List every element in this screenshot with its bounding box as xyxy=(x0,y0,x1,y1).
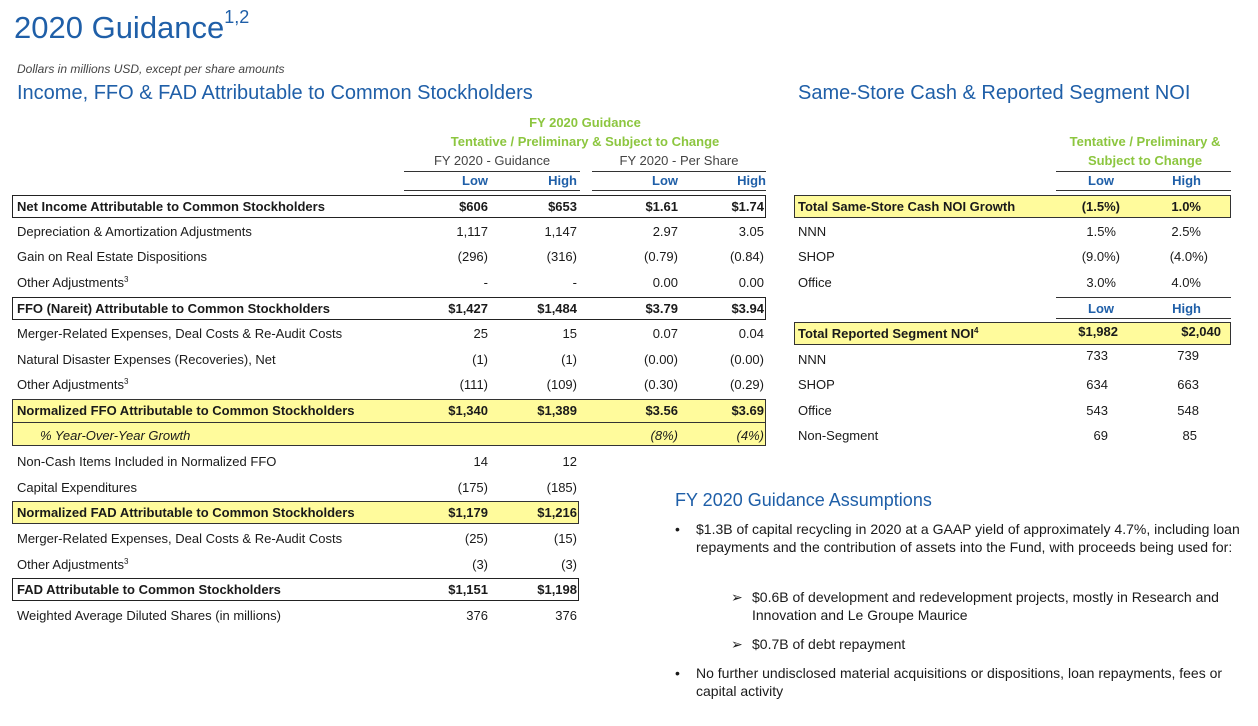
guidance-high: 12 xyxy=(562,454,577,469)
page-title-text: 2020 Guidance xyxy=(14,10,225,45)
income-header-per-share: FY 2020 - Per Share xyxy=(619,153,739,168)
row-label xyxy=(17,275,128,290)
per-share-high: (0.29) xyxy=(730,377,764,392)
guidance-low: $606 xyxy=(459,199,488,214)
noi-low: 69 xyxy=(1093,428,1108,443)
arrow-bullet-icon: ➢ xyxy=(731,636,743,652)
assumption-text: No further undisclosed material acquisitions or dispositions, loan repayments, fees or capital activity xyxy=(696,665,1223,699)
guidance-low: (175) xyxy=(457,480,488,495)
guidance-high: (185) xyxy=(546,480,577,495)
noi-high: (4.0%) xyxy=(1169,249,1208,264)
noi-low-header: Low xyxy=(1088,173,1114,188)
assumption-text: $0.6B of development and redevelopment projects, mostly in Research and Innovation and Le Groupe Maurice xyxy=(752,589,1219,623)
noi-header-tentative: Tentative / Preliminary & xyxy=(1069,134,1221,149)
guidance-high: $1,484 xyxy=(537,301,577,316)
income-header-rule xyxy=(404,171,580,172)
income-header-rule xyxy=(592,190,766,191)
normalized-ffo-divider xyxy=(12,422,766,423)
per-share-low: $1.61 xyxy=(645,199,678,214)
row-label-text: Other Adjustments xyxy=(17,557,124,572)
guidance-high: 1,147 xyxy=(544,224,577,239)
footnote-marker: 3 xyxy=(123,377,129,386)
per-share-high: 0.00 xyxy=(738,275,764,290)
row-label: Natural Disaster Expenses (Recoveries), Net xyxy=(17,352,276,367)
row-label: Capital Expenditures xyxy=(17,480,137,495)
noi-high: 663 xyxy=(1177,377,1199,392)
footnote-marker: 4 xyxy=(974,326,979,335)
guidance-high: $1,216 xyxy=(537,505,577,520)
guidance-low: - xyxy=(483,275,488,290)
row-label: Office xyxy=(798,403,832,418)
income-header-guidance: FY 2020 Guidance xyxy=(529,115,641,130)
guidance-high: (1) xyxy=(561,352,577,367)
per-share-high: $1.74 xyxy=(731,199,764,214)
per-share-low: (8%) xyxy=(650,428,678,443)
per-share-low-header: Low xyxy=(652,173,678,188)
page-subtitle: Dollars in millions USD, except per share amounts xyxy=(17,62,285,76)
per-share-high: (4%) xyxy=(736,428,764,443)
row-label: NNN xyxy=(798,224,827,239)
guidance-low: $1,427 xyxy=(448,301,488,316)
row-label: NNN xyxy=(798,352,827,367)
noi-subheader-rule xyxy=(1056,318,1231,319)
guidance-high: $1,198 xyxy=(537,582,577,597)
bullet-icon: • xyxy=(675,521,680,537)
assumption-bullet xyxy=(675,520,1241,556)
income-header-rule xyxy=(404,190,580,191)
assumption-sub-bullet xyxy=(731,588,1247,624)
income-high-header: High xyxy=(548,173,577,188)
guidance-low: 376 xyxy=(466,608,488,623)
row-label: Weighted Average Diluted Shares (in millions) xyxy=(17,608,281,623)
noi-low: 1.5% xyxy=(1086,224,1116,239)
noi-header-rule xyxy=(1056,171,1231,172)
row-label-text: Total Reported Segment NOI xyxy=(798,326,974,341)
noi-low: 634 xyxy=(1086,377,1108,392)
assumptions-title: FY 2020 Guidance Assumptions xyxy=(675,490,932,510)
per-share-low: 2.97 xyxy=(652,224,678,239)
per-share-high: $3.94 xyxy=(731,301,764,316)
noi-high-header-2: High xyxy=(1172,301,1201,316)
row-label: Non-Cash Items Included in Normalized FFO xyxy=(17,454,277,469)
row-label: Depreciation & Amortization Adjustments xyxy=(17,224,252,239)
footnote-marker: 3 xyxy=(123,557,129,566)
income-section-title: Income, FFO & FAD Attributable to Common Stockholders xyxy=(17,82,533,104)
noi-high: 2.5% xyxy=(1171,224,1201,239)
page-title-footnote: 1,2 xyxy=(224,6,250,27)
assumption-bullet xyxy=(675,664,1241,700)
guidance-high: $653 xyxy=(548,199,577,214)
noi-low: 543 xyxy=(1086,403,1108,418)
guidance-low: (296) xyxy=(457,249,488,264)
row-label-text: Other Adjustments xyxy=(17,275,124,290)
income-header-rule xyxy=(592,171,766,172)
noi-low: 3.0% xyxy=(1086,275,1116,290)
row-label: Office xyxy=(798,275,832,290)
row-label: SHOP xyxy=(798,249,835,264)
noi-low: (1.5%) xyxy=(1081,199,1120,214)
row-label: Total Same-Store Cash NOI Growth xyxy=(798,199,1016,214)
footnote-marker: 3 xyxy=(123,275,129,284)
row-label: Normalized FFO Attributable to Common Stockholders xyxy=(17,403,355,418)
per-share-high: 0.04 xyxy=(738,326,764,341)
per-share-low: 0.00 xyxy=(652,275,678,290)
guidance-low: $1,340 xyxy=(448,403,488,418)
row-label: Merger-Related Expenses, Deal Costs & Re-Audit Costs xyxy=(17,326,343,341)
assumption-sub-bullet xyxy=(731,635,1247,653)
guidance-high: (109) xyxy=(546,377,577,392)
guidance-high: (3) xyxy=(561,557,577,572)
guidance-low: 14 xyxy=(473,454,488,469)
noi-section-title: Same-Store Cash & Reported Segment NOI xyxy=(798,82,1191,104)
noi-high: 1.0% xyxy=(1171,199,1201,214)
row-label: Net Income Attributable to Common Stockholders xyxy=(17,199,325,214)
noi-high: 85 xyxy=(1182,428,1197,443)
row-label: Merger-Related Expenses, Deal Costs & Re-Audit Costs xyxy=(17,531,343,546)
guidance-high: $1,389 xyxy=(537,403,577,418)
guidance-high: 376 xyxy=(555,608,577,623)
noi-low-header-2: Low xyxy=(1088,301,1114,316)
noi-subheader-rule xyxy=(1056,297,1231,298)
noi-high-header: High xyxy=(1172,173,1201,188)
guidance-low: $1,151 xyxy=(448,582,488,597)
guidance-low: (111) xyxy=(459,377,488,392)
guidance-low: 1,117 xyxy=(456,224,488,239)
noi-low: $1,982 xyxy=(1078,324,1118,339)
row-label: FFO (Nareit) Attributable to Common Stockholders xyxy=(17,301,330,316)
per-share-low: (0.79) xyxy=(644,249,678,264)
guidance-low: $1,179 xyxy=(448,505,488,520)
assumption-text: $1.3B of capital recycling in 2020 at a GAAP yield of approximately 4.7%, including loan repayments and the contribution of assets into the Fund, with proceeds being used for: xyxy=(696,521,1240,555)
row-label-text: Other Adjustments xyxy=(17,377,124,392)
row-label: FAD Attributable to Common Stockholders xyxy=(17,582,281,597)
noi-low: (9.0%) xyxy=(1081,249,1120,264)
bullet-icon: • xyxy=(675,665,680,681)
per-share-low: 0.07 xyxy=(652,326,678,341)
noi-high: 548 xyxy=(1177,403,1199,418)
row-label: Non-Segment xyxy=(798,428,879,443)
per-share-low: (0.00) xyxy=(644,352,678,367)
assumption-text: $0.7B of debt repayment xyxy=(752,636,906,652)
guidance-low: (25) xyxy=(464,531,488,546)
row-label: % Year-Over-Year Growth xyxy=(40,428,191,443)
per-share-high: 3.05 xyxy=(738,224,764,239)
row-label: Gain on Real Estate Dispositions xyxy=(17,249,208,264)
row-label xyxy=(17,557,128,572)
per-share-high: $3.69 xyxy=(731,403,764,418)
noi-header-rule xyxy=(1056,190,1231,191)
noi-high: $2,040 xyxy=(1181,324,1221,339)
per-share-low: $3.79 xyxy=(645,301,678,316)
per-share-low: $3.56 xyxy=(645,403,678,418)
guidance-low: (3) xyxy=(472,557,488,572)
income-header-guidance-range: FY 2020 - Guidance xyxy=(433,153,551,168)
arrow-bullet-icon: ➢ xyxy=(731,589,743,605)
noi-low: 733 xyxy=(1086,348,1108,363)
guidance-high: (316) xyxy=(546,249,577,264)
guidance-low: 25 xyxy=(473,326,488,341)
row-label: SHOP xyxy=(798,377,835,392)
guidance-high: (15) xyxy=(553,531,577,546)
guidance-low: (1) xyxy=(472,352,488,367)
per-share-high-header: High xyxy=(737,173,766,188)
per-share-high: (0.00) xyxy=(730,352,764,367)
page-title xyxy=(14,6,250,46)
noi-header-subject: Subject to Change xyxy=(1087,153,1203,168)
per-share-low: (0.30) xyxy=(644,377,678,392)
row-label: Normalized FAD Attributable to Common Stockholders xyxy=(17,505,355,520)
noi-high: 4.0% xyxy=(1171,275,1201,290)
income-header-tentative: Tentative / Preliminary & Subject to Change xyxy=(450,134,720,149)
row-label xyxy=(17,377,128,392)
row-label xyxy=(798,326,978,341)
noi-high: 739 xyxy=(1177,348,1199,363)
guidance-high: 15 xyxy=(562,326,577,341)
per-share-high: (0.84) xyxy=(730,249,764,264)
guidance-high: - xyxy=(572,275,577,290)
income-low-header: Low xyxy=(462,173,488,188)
